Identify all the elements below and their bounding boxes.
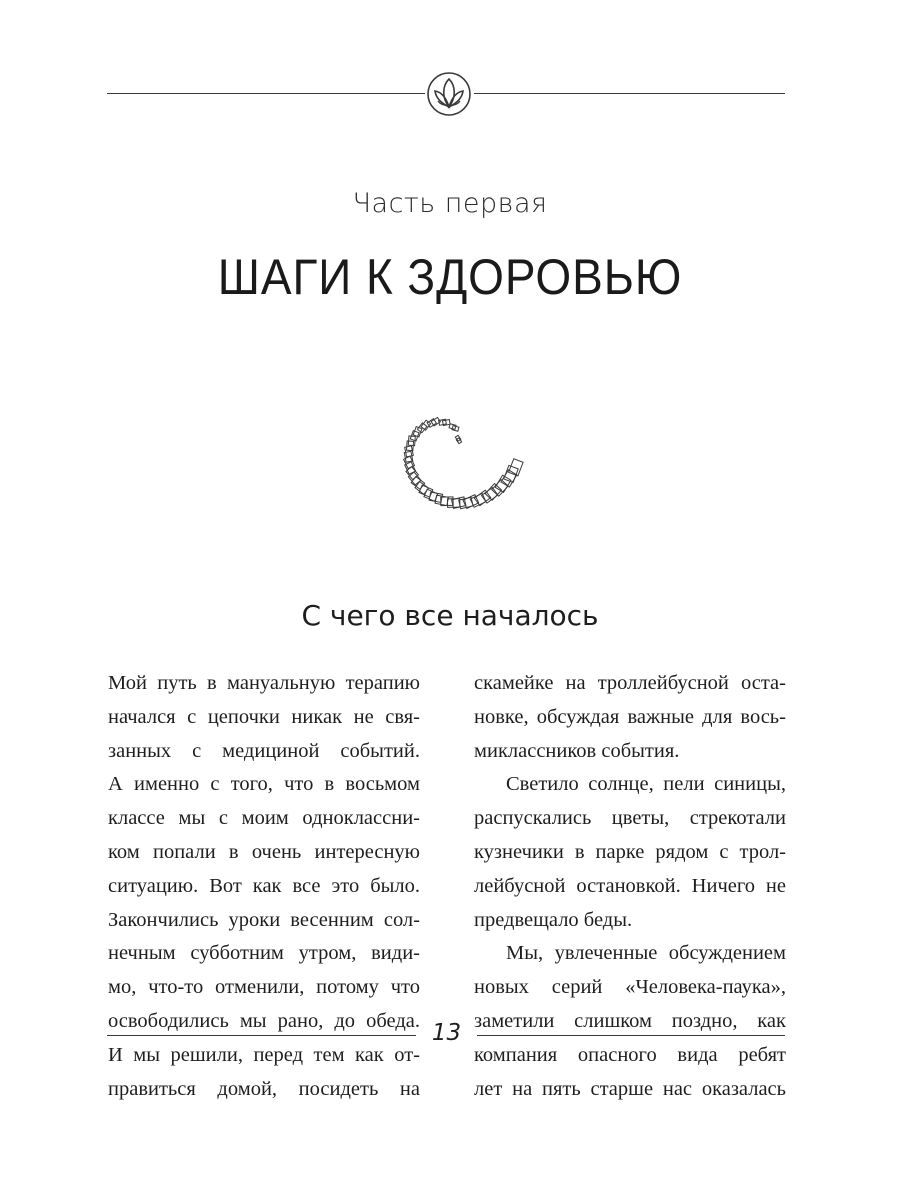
bottom-rule-right — [477, 1035, 785, 1036]
text-line: ситуацию. Вот как все это было. — [108, 874, 420, 897]
part-title: ШАГИ К ЗДОРОВЬЮ — [217, 249, 683, 305]
lotus-in-circle-icon — [424, 69, 474, 119]
top-rule-left — [107, 93, 425, 94]
text-column-left — [108, 667, 420, 1106]
text-line: скамейке на троллейбусной оста- — [474, 672, 786, 694]
text-line: лейбусной остановкой. Ничего не — [474, 874, 786, 897]
text-line: новых серий «Человека-паука», — [474, 976, 786, 999]
text-line: освободились мы рано, до обеда. — [108, 1009, 420, 1032]
text-line: И мы решили, перед тем как от- — [108, 1043, 420, 1066]
text-line: начался с цепочки никак не свя- — [108, 705, 420, 728]
section-heading: С чего все началось — [301, 599, 599, 632]
text-line: правиться домой, посидеть на — [108, 1077, 420, 1100]
spiral-ornament-icon — [373, 370, 525, 522]
text-line: лет на пять старше нас оказалась — [474, 1077, 786, 1100]
text-line: компания опасного вида ребят — [474, 1043, 786, 1066]
text-line: нечным субботним утром, види- — [108, 942, 420, 965]
text-line: распускались цветы, стрекотали — [474, 807, 786, 830]
text-line: кузнечики в парке рядом с трол- — [474, 840, 786, 863]
part-label: Часть первая — [352, 188, 548, 219]
text-line: мо, что-то отменили, потому что — [108, 976, 420, 999]
text-line: миклассников события. — [474, 739, 680, 762]
page-number: 13 — [431, 1020, 462, 1046]
bottom-rule-left — [107, 1035, 416, 1036]
top-rule-right — [474, 93, 785, 94]
text-line: Светило солнце, пели синицы, — [506, 773, 786, 796]
text-line: занных с медициной событий. — [108, 739, 420, 762]
text-line: классе мы с моим одноклассни- — [108, 807, 420, 830]
text-line: предвещало беды. — [474, 908, 633, 931]
text-line: Мы, увлеченные обсуждением — [506, 942, 786, 965]
text-column-right — [474, 667, 786, 1106]
text-line: ком попали в очень интересную — [108, 840, 420, 863]
text-line: Закончились уроки весенним сол- — [108, 908, 420, 931]
text-line: новке, обсуждая важные для вось- — [474, 705, 786, 728]
text-line: А именно с того, что в восьмом — [108, 773, 420, 796]
text-line: Мой путь в мануальную терапию — [108, 672, 420, 694]
text-line: заметили слишком поздно, как — [474, 1009, 786, 1032]
